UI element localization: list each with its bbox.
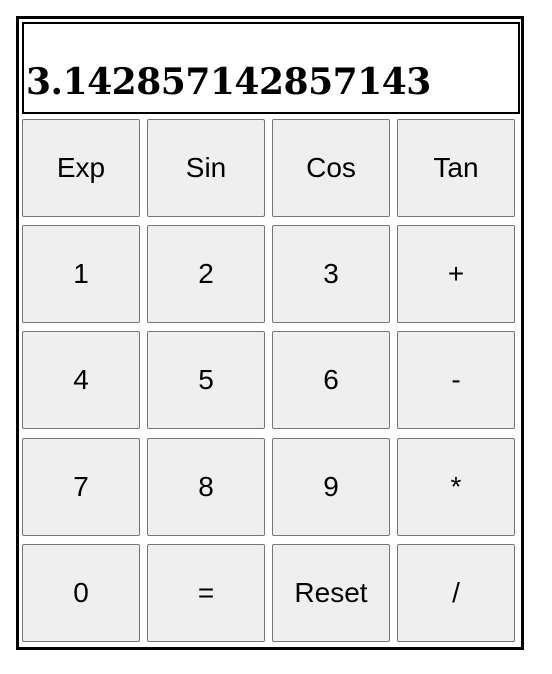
display-value: 3.142857142857143 xyxy=(26,61,431,103)
subtract-button[interactable]: - xyxy=(397,331,515,429)
digit-7-button[interactable]: 7 xyxy=(22,438,140,536)
divide-button[interactable]: / xyxy=(397,544,515,642)
digit-4-button[interactable]: 4 xyxy=(22,331,140,429)
digit-5-button[interactable]: 5 xyxy=(147,331,265,429)
calculator-display xyxy=(22,22,520,114)
tan-button[interactable]: Tan xyxy=(397,119,515,217)
digit-9-button[interactable]: 9 xyxy=(272,438,390,536)
keypad xyxy=(22,119,518,645)
equals-button[interactable]: = xyxy=(147,544,265,642)
digit-1-button[interactable]: 1 xyxy=(22,225,140,323)
digit-8-button[interactable]: 8 xyxy=(147,438,265,536)
cos-button[interactable]: Cos xyxy=(272,119,390,217)
digit-2-button[interactable]: 2 xyxy=(147,225,265,323)
digit-6-button[interactable]: 6 xyxy=(272,331,390,429)
multiply-button[interactable]: * xyxy=(397,438,515,536)
reset-button[interactable]: Reset xyxy=(272,544,390,642)
sin-button[interactable]: Sin xyxy=(147,119,265,217)
calculator xyxy=(16,16,524,650)
digit-3-button[interactable]: 3 xyxy=(272,225,390,323)
exp-button[interactable]: Exp xyxy=(22,119,140,217)
digit-0-button[interactable]: 0 xyxy=(22,544,140,642)
add-button[interactable]: + xyxy=(397,225,515,323)
